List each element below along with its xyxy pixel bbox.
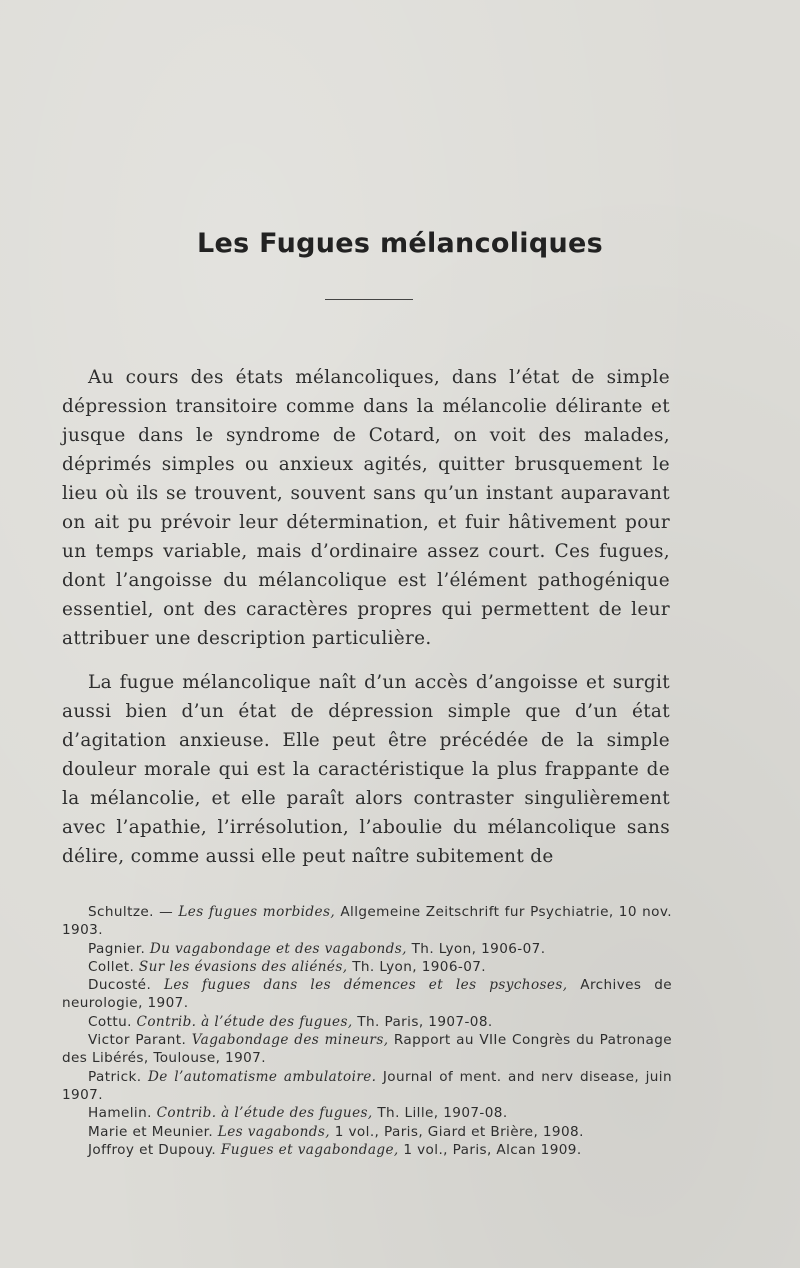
title-separator-rule bbox=[325, 299, 413, 300]
bibliography-footnotes bbox=[62, 903, 672, 1159]
footnote-entry: Hamelin. Contrib. à l’étude des fugues, Th. Lille, 1907-08. bbox=[88, 1105, 508, 1122]
footnote-entry: Cottu. Contrib. à l’étude des fugues, Th. Paris, 1907-08. bbox=[88, 1013, 493, 1030]
footnote-entry: Pagnier. Du vagabondage et des vagabonds, Th. Lyon, 1906-07. bbox=[88, 940, 546, 957]
footnote-entry: Victor Parant. Vagabondage des mineurs, Rapport au VIIe Congrès du Patronage des Libérés, Toulouse, 1907. bbox=[62, 1032, 672, 1067]
chapter-title: Les Fugues mélancoliques bbox=[197, 228, 603, 259]
footnote-entry: Collet. Sur les évasions des aliénés, Th. Lyon, 1906-07. bbox=[88, 958, 487, 975]
footnote-entry: Marie et Meunier. Les vagabonds, 1 vol., Paris, Giard et Brière, 1908. bbox=[88, 1123, 584, 1140]
footnote-entry: Joffroy et Dupouy. Fugues et vagabondage, 1 vol., Paris, Alcan 1909. bbox=[88, 1141, 582, 1158]
body-paragraph-2: La fugue mélancolique naît d’un accès d’angoisse et surgit aussi bien d’un état de dépression simple que d’un état d’agitation anxieuse. Elle peut être précédée de la simple douleur morale qui est la caractéristique la plus frappante de la mélancolie, et elle paraît alors contraster singulièrement avec l’apathie, l’irrésolution, l’aboulie du mélancolique sans délire, comme aussi elle peut naître subitement de bbox=[62, 672, 670, 867]
footnote-entry: Patrick. De l’automatisme ambulatoire. Journal of ment. and nerv disease, juin 1907. bbox=[62, 1068, 673, 1103]
body-paragraph-1: Au cours des états mélancoliques, dans l’état de simple dépression transitoire comme dans la mélancolie délirante et jusque dans le syndrome de Cotard, on voit des malades, déprimés simples ou anxieux agités, quitter brusquement le lieu où ils se trouvent, souvent sans qu’un instant auparavant on ait pu prévoir leur détermination, et fuir hâtivement pour un temps variable, mais d’ordinaire assez court. Ces fugues, dont l’angoisse du mélancolique est l’élément pathogénique essentiel, ont des caractères propres qui permettent de leur attribuer une description particulière. bbox=[62, 367, 670, 649]
footnote-entry: Ducosté. Les fugues dans les démences et les psychoses, Archives de neurologie, 1907. bbox=[62, 977, 672, 1012]
footnote-entry: Schultze. — Les fugues morbides, Allgemeine Zeitschrift fur Psychiatrie, 10 nov. 1903. bbox=[62, 904, 673, 939]
